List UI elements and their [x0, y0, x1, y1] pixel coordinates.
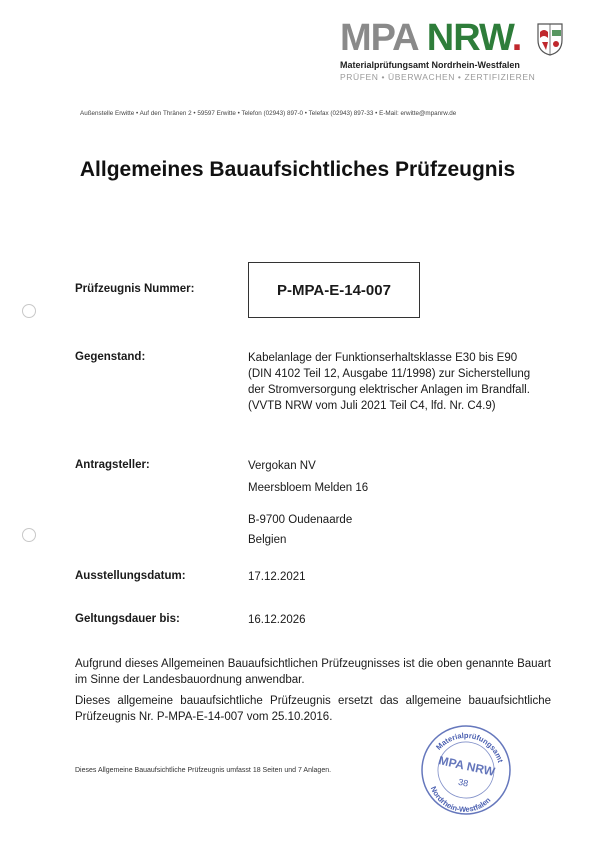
applicant-city: B-9700 Oudenaarde: [248, 514, 353, 526]
page-title: Allgemeines Bauaufsichtliches Prüfzeugnis: [79, 158, 516, 181]
subject-text: [248, 350, 530, 414]
mpa-nrw-logo: [340, 18, 572, 86]
nrw-crest-icon: [536, 22, 564, 56]
page-count-note: Dieses Allgemeine Bauaufsichtliche Prüfzeugnis umfasst 18 Seiten und 7 Anlagen.: [75, 767, 332, 774]
subject-line: Kabelanlage der Funktionserhaltsklasse E30 bis E90: [248, 352, 518, 364]
logo-tagline: PRÜFEN • ÜBERWACHEN • ZERTIFIZIEREN: [340, 72, 536, 82]
logo-dot: .: [511, 17, 522, 59]
validity-date: 16.12.2026: [248, 614, 306, 626]
stamp-bottom-text: Nordrhein-Westfalen: [428, 784, 493, 815]
stamp-center-text: MPA NRW: [437, 753, 497, 779]
certificate-number-box: [248, 262, 420, 318]
logo-wordmark: [340, 18, 521, 58]
institute-name: Materialprüfungsamt Nordrhein-Westfalen: [340, 60, 520, 70]
applicant-name: Vergokan NV: [248, 460, 316, 472]
number-label: Prüfzeugnis Nummer:: [75, 283, 195, 295]
issue-date: 17.12.2021: [248, 571, 306, 583]
issue-date-label: Ausstellungsdatum:: [75, 570, 186, 582]
subject-label: Gegenstand:: [75, 351, 146, 363]
subject-line: der Stromversorgung elektrischer Anlagen im Brandfall.: [248, 384, 530, 396]
applicant-label: Antragsteller:: [75, 459, 150, 471]
punch-hole: [22, 304, 36, 318]
official-stamp: [420, 724, 512, 816]
punch-hole: [22, 528, 36, 542]
address-line: Außenstelle Erwitte • Auf den Thränen 2 • 59597 Erwitte • Telefon (02943) 897-0 • Telefax (02943) 897-33 • E-Mail: erwitte@mpanrw.de: [80, 110, 457, 117]
stamp-top-text: Materialprüfungsamt: [434, 730, 506, 764]
logo-mpa-text: MPA: [340, 17, 418, 59]
applicant-country: Belgien: [248, 534, 287, 546]
validity-label: Geltungsdauer bis:: [75, 613, 180, 625]
certificate-number: P-MPA-E-14-007: [277, 281, 391, 299]
logo-nrw-text: NRW: [426, 17, 512, 59]
subject-line: (DIN 4102 Teil 12, Ausgabe 11/1998) zur Sicherstellung: [248, 368, 531, 380]
stamp-number: 38: [457, 776, 470, 789]
applicability-paragraph: Aufgrund dieses Allgemeinen Bauaufsichtlichen Prüfzeugnisses ist die oben genannte Bauart im Sinne der Landesbauordnung anwendbar.: [75, 658, 551, 686]
applicant-street: Meersbloem Melden 16: [248, 482, 369, 494]
subject-line: (VVTB NRW vom Juli 2021 Teil C4, lfd. Nr. C4.9): [248, 400, 496, 412]
replacement-paragraph: Dieses allgemeine bauaufsichtliche Prüfzeugnis ersetzt das allgemeine bauaufsichtliche Prüfzeugnis Nr. P-MPA-E-14-007 vom 25.10.2016.: [75, 695, 551, 723]
